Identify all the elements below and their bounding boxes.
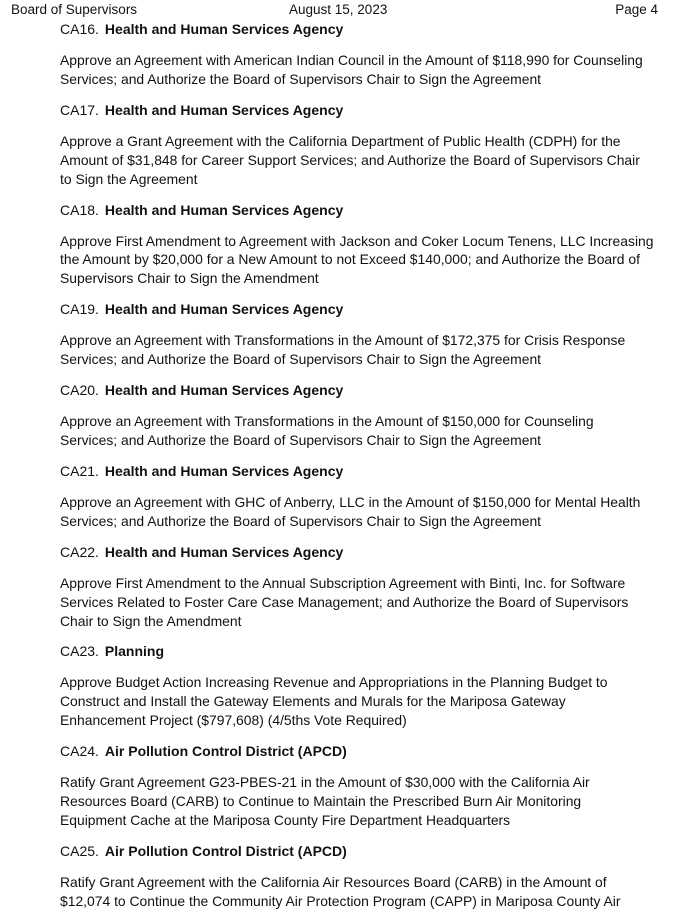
description-line: Construct and Install the Gateway Elements and Murals for the Mariposa Gateway (60, 693, 566, 710)
agenda-item-department: Planning (104, 643, 165, 660)
agenda-item-heading (60, 201, 665, 220)
description-line: Approve First Amendment to the Annual Subscription Agreement with Binti, Inc. for Software (60, 574, 626, 591)
agenda-item-code: CA21. (60, 462, 99, 479)
agenda-item (60, 742, 665, 830)
description-line: Equipment Cache at the Mariposa County Fire Department Headquarters (60, 811, 511, 828)
agenda-item-description (60, 331, 665, 369)
agenda-item-description (60, 493, 665, 531)
agenda-item-department: Health and Human Services Agency (104, 543, 344, 560)
agenda-item (60, 300, 665, 369)
consent-agenda-list (60, 20, 665, 923)
agenda-item-heading (60, 842, 665, 861)
agenda-item-heading (60, 742, 665, 761)
description-line: Services; and Authorize the Board of Supervisors Chair to Sign the Agreement (60, 431, 542, 448)
agenda-item (60, 381, 665, 450)
description-line: Approve a Grant Agreement with the California Department of Public Health (CDPH) for the (60, 132, 621, 149)
agenda-item-code: CA19. (60, 301, 99, 318)
page-header (0, 1, 680, 19)
agenda-item-code: CA24. (60, 743, 99, 760)
agenda-item (60, 543, 665, 631)
agenda-item-heading (60, 101, 665, 120)
agenda-item-code: CA17. (60, 101, 99, 118)
description-line: Amount of $31,848 for Career Support Services; and Authorize the Board of Supervisors Chair (60, 151, 640, 168)
agenda-item-code: CA18. (60, 201, 99, 218)
header-page-number: Page 4 (615, 2, 658, 17)
agenda-item-description (60, 873, 665, 911)
agenda-item-description (60, 51, 665, 89)
agenda-item (60, 642, 665, 730)
agenda-item-code: CA23. (60, 643, 99, 660)
description-line: Enhancement Project ($797,608) (4/5ths Vote Required) (60, 712, 407, 729)
agenda-item-heading (60, 300, 665, 319)
description-line: Services; and Authorize the Board of Supervisors Chair to Sign the Agreement (60, 351, 542, 368)
description-line: Approve an Agreement with Transformations in the Amount of $150,000 for Counseling (60, 413, 594, 430)
agenda-item-description (60, 574, 665, 631)
agenda-item-description (60, 232, 665, 289)
agenda-item-description (60, 412, 665, 450)
agenda-item (60, 101, 665, 189)
description-line: Approve an Agreement with GHC of Anberry, LLC in the Amount of $150,000 for Mental Health (60, 493, 641, 510)
description-line: Approve an Agreement with American Indian Council in the Amount of $118,990 for Counseling (60, 52, 643, 68)
agenda-item (60, 842, 665, 911)
description-line: Services Related to Foster Care Case Management; and Authorize the Board of Supervisors (60, 593, 629, 610)
agenda-item-heading (60, 381, 665, 400)
agenda-item (60, 20, 665, 89)
agenda-item-description (60, 773, 665, 830)
agenda-item-code: CA25. (60, 842, 99, 859)
agenda-item-heading (60, 20, 665, 39)
agenda-item-description (60, 673, 665, 730)
description-line: Ratify Grant Agreement with the California Air Resources Board (CARB) in the Amount of (60, 873, 607, 890)
description-line: Chair to Sign the Amendment (60, 612, 242, 629)
agenda-item-code: CA22. (60, 543, 99, 560)
agenda-item (60, 201, 665, 289)
agenda-item-department: Health and Human Services Agency (104, 462, 344, 479)
agenda-item-department: Health and Human Services Agency (104, 382, 344, 399)
agenda-item-department: Health and Human Services Agency (104, 21, 344, 37)
agenda-item-code: CA16. (60, 21, 99, 37)
description-line: the Amount by $20,000 for a New Amount to not Exceed $140,000; and Authorize the Board of (60, 251, 640, 268)
agenda-item-department: Health and Human Services Agency (104, 201, 344, 218)
agenda-item-description (60, 132, 665, 189)
header-board-name: Board of Supervisors (11, 2, 138, 17)
description-line: Approve Budget Action Increasing Revenue and Appropriations in the Planning Budget to (60, 674, 608, 691)
agenda-item (60, 462, 665, 531)
description-line: Supervisors Chair to Sign the Amendment (60, 270, 319, 287)
description-line: Approve First Amendment to Agreement with Jackson and Coker Locum Tenens, LLC Increasing (60, 232, 654, 249)
agenda-item-department: Health and Human Services Agency (104, 301, 344, 318)
agenda-item-code: CA20. (60, 382, 99, 399)
description-line: $12,074 to Continue the Community Air Protection Program (CAPP) in Mariposa County Air (60, 892, 621, 909)
agenda-item-heading (60, 462, 665, 481)
description-line: Services; and Authorize the Board of Supervisors Chair to Sign the Agreement (60, 70, 542, 87)
description-line: to Sign the Agreement (60, 170, 198, 187)
description-line: Approve an Agreement with Transformations in the Amount of $172,375 for Crisis Response (60, 332, 626, 349)
description-line: Services; and Authorize the Board of Supervisors Chair to Sign the Agreement (60, 512, 542, 529)
agenda-item-department: Health and Human Services Agency (104, 101, 344, 118)
agenda-item-department: Air Pollution Control District (APCD) (104, 743, 347, 760)
description-line: Ratify Grant Agreement G23-PBES-21 in the Amount of $30,000 with the California Air (60, 774, 590, 791)
header-date: August 15, 2023 (289, 2, 388, 17)
agenda-item-department: Air Pollution Control District (APCD) (104, 842, 347, 859)
agenda-item-heading (60, 642, 665, 661)
agenda-item-heading (60, 543, 665, 562)
description-line: Resources Board (CARB) to Continue to Maintain the Prescribed Burn Air Monitoring (60, 793, 582, 810)
